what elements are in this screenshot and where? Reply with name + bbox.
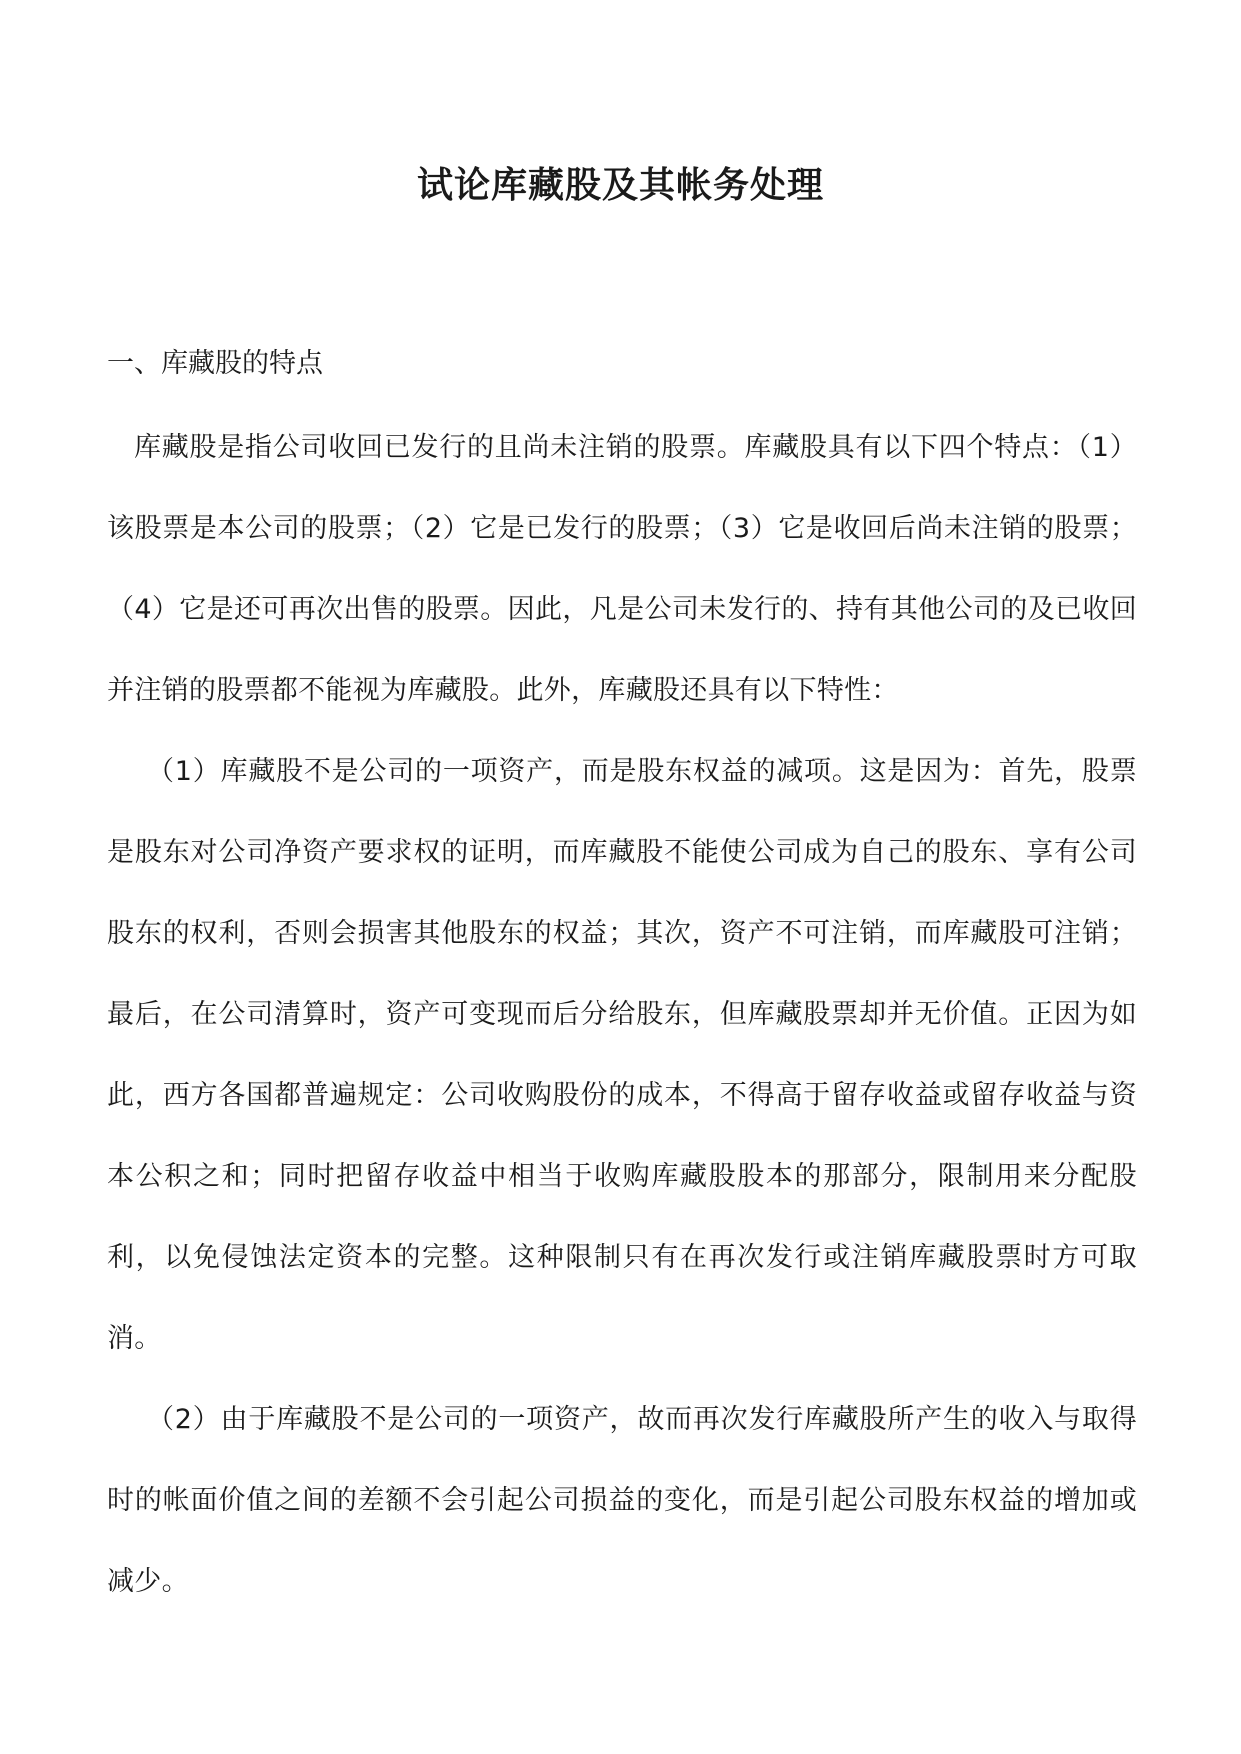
section-heading: 一、库藏股的特点 xyxy=(107,348,323,379)
document-body xyxy=(107,340,1137,1622)
paragraph-intro: 库藏股是指公司收回已发行的且尚未注销的股票。库藏股具有以下四个特点：（1）该股票是本公司的股票；（2）它是已发行的股票；（3）它是收回后尚未注销的股票；（4）它是还可再次出售的股票。因此，凡是公司未发行的、持有其他公司的及已收回并注销的股票都不能视为库藏股。此外，库藏股还具有以下特性： xyxy=(107,432,1137,706)
paragraph-point-1: （1）库藏股不是公司的一项资产，而是股东权益的减项。这是因为：首先，股票是股东对公司净资产要求权的证明，而库藏股不能使公司成为自己的股东、享有公司股东的权利，否则会损害其他股东的权益；其次，资产不可注销，而库藏股可注销；最后，在公司清算时，资产可变现而后分给股东，但库藏股票却并无价值。正因为如此，西方各国都普遍规定：公司收购股份的成本，不得高于留存收益或留存收益与资本公积之和；同时把留存收益中相当于收购库藏股股本的那部分，限制用来分配股利，以免侵蚀法定资本的完整。这种限制只有在再次发行或注销库藏股票时方可取消。 xyxy=(107,756,1137,1354)
paragraph-point-2: （2）由于库藏股不是公司的一项资产，故而再次发行库藏股所产生的收入与取得时的帐面价值之间的差额不会引起公司损益的变化，而是引起公司股东权益的增加或减少。 xyxy=(107,1404,1137,1597)
document-title: 试论库藏股及其帐务处理 xyxy=(416,164,824,206)
